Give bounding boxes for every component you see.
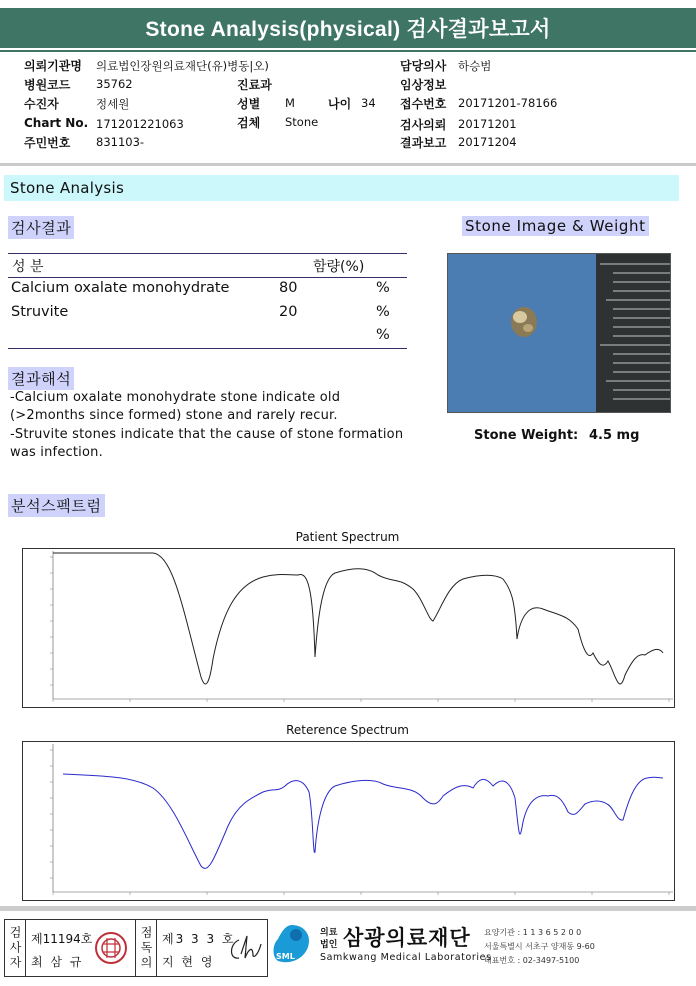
section-title: Stone Analysis [4, 175, 679, 201]
confirmer-cell-label: 점독의 [139, 926, 153, 971]
row-1-name: Calcium oxalate monohydrate [11, 280, 230, 296]
chart-value: 171201221063 [96, 117, 184, 131]
interpretation-title: 결과해석 [8, 367, 74, 390]
sex-label: 성별 [237, 97, 261, 111]
resident-label: 주민번호 [24, 136, 71, 150]
hospital-code-label: 병원코드 [24, 78, 71, 92]
patient-spectrum-plot [22, 548, 675, 708]
signature-box [4, 919, 268, 977]
confirmer-signature [225, 932, 265, 966]
stone-image [448, 254, 670, 412]
request-value: 20171201 [458, 117, 517, 131]
logo-text: SML [276, 952, 295, 961]
weight-value: 4.5 mg [589, 428, 640, 443]
spectrum-title: 분석스펙트럼 [8, 494, 105, 517]
results-title: 검사결과 [8, 216, 74, 239]
confirmer-number: 제3 3 3 호 [162, 932, 236, 946]
collector-label: 수진자 [24, 97, 59, 111]
interpretation-line-4: was infection. [10, 445, 103, 460]
col-content: 함량(%) [313, 259, 365, 275]
confirmer-name: 지 현 영 [162, 955, 215, 969]
reception-value: 20171201-78166 [458, 96, 558, 110]
stone-photo [447, 253, 671, 413]
lab-address: 서울특별시 서초구 양재동 9-60 [484, 942, 595, 951]
lab-name-en: Samkwang Medical Laboratories [320, 952, 492, 963]
inspector-number: 제11194호 [31, 932, 93, 946]
table-top-rule [8, 253, 407, 254]
lab-prefix-2: 법인 [320, 940, 338, 950]
dept-label: 진료과 [237, 78, 272, 92]
report-date-value: 20171204 [458, 135, 517, 149]
lab-prefix-1: 의료 [320, 928, 338, 938]
patient-spectrum-title: Patient Spectrum [295, 530, 400, 544]
reference-spectrum-svg [23, 742, 674, 900]
row-2-name: Struvite [11, 304, 69, 320]
weight-label: Stone Weight: [474, 428, 579, 443]
age-label: 나이 [328, 97, 352, 111]
reception-label: 접수번호 [400, 97, 447, 111]
chart-label: Chart No. [24, 116, 89, 130]
inspector-seal [93, 930, 129, 966]
doctor-label: 담당의사 [400, 59, 447, 73]
lab-name: 삼광의료재단 [343, 926, 471, 950]
specimen-label: 검체 [237, 116, 261, 130]
report-title: Stone Analysis(physical) 검사결과보고서 [0, 8, 696, 48]
report-date-label: 결과보고 [400, 136, 447, 150]
request-label: 검사의뢰 [400, 118, 447, 132]
row-1-value: 80 [279, 280, 298, 296]
interpretation-line-3: -Struvite stones indicate that the cause of stone formation [10, 427, 404, 442]
doctor-value: 하승범 [458, 59, 492, 73]
interpretation-line-2: (>2months since formed) stone and rarely recur. [10, 408, 338, 423]
info-divider [0, 163, 696, 166]
inspector-name: 최 삼 규 [31, 955, 84, 969]
row-1-unit: % [376, 280, 390, 296]
table-bottom-rule [8, 348, 407, 349]
row-3-unit: % [376, 327, 390, 343]
lab-phone: 대표번호 : 02-3497-5100 [484, 956, 580, 965]
age-value: 34 [361, 96, 376, 110]
row-2-value: 20 [279, 304, 298, 320]
title-underline [0, 50, 696, 52]
reference-spectrum-title: Reterence Spectrum [286, 723, 409, 737]
hospital-code-value: 35762 [96, 77, 133, 91]
sml-logo-icon [270, 921, 314, 971]
resident-value: 831103- [96, 135, 145, 149]
inspector-cell-label: 검사자 [8, 926, 22, 971]
institution-value: 의료법인장원의료재단(유)병동|오) [96, 59, 269, 73]
institution-label: 의뢰기관명 [24, 59, 82, 73]
lab-code: 요양기관 : 1 1 3 6 5 2 0 0 [484, 928, 582, 937]
sex-value: M [285, 96, 295, 110]
specimen-value: Stone [285, 115, 319, 129]
patient-spectrum-svg [23, 549, 674, 707]
table-header-rule [8, 277, 407, 278]
clinical-label: 임상정보 [400, 78, 447, 92]
reference-spectrum-plot [22, 741, 675, 901]
footer-divider [0, 906, 696, 911]
row-2-unit: % [376, 304, 390, 320]
col-component: 성 분 [12, 259, 44, 275]
image-title: Stone Image & Weight [462, 216, 649, 236]
collector-value: 정세원 [96, 97, 130, 111]
interpretation-line-1: -Calcium oxalate monohydrate stone indicate old [10, 390, 341, 405]
